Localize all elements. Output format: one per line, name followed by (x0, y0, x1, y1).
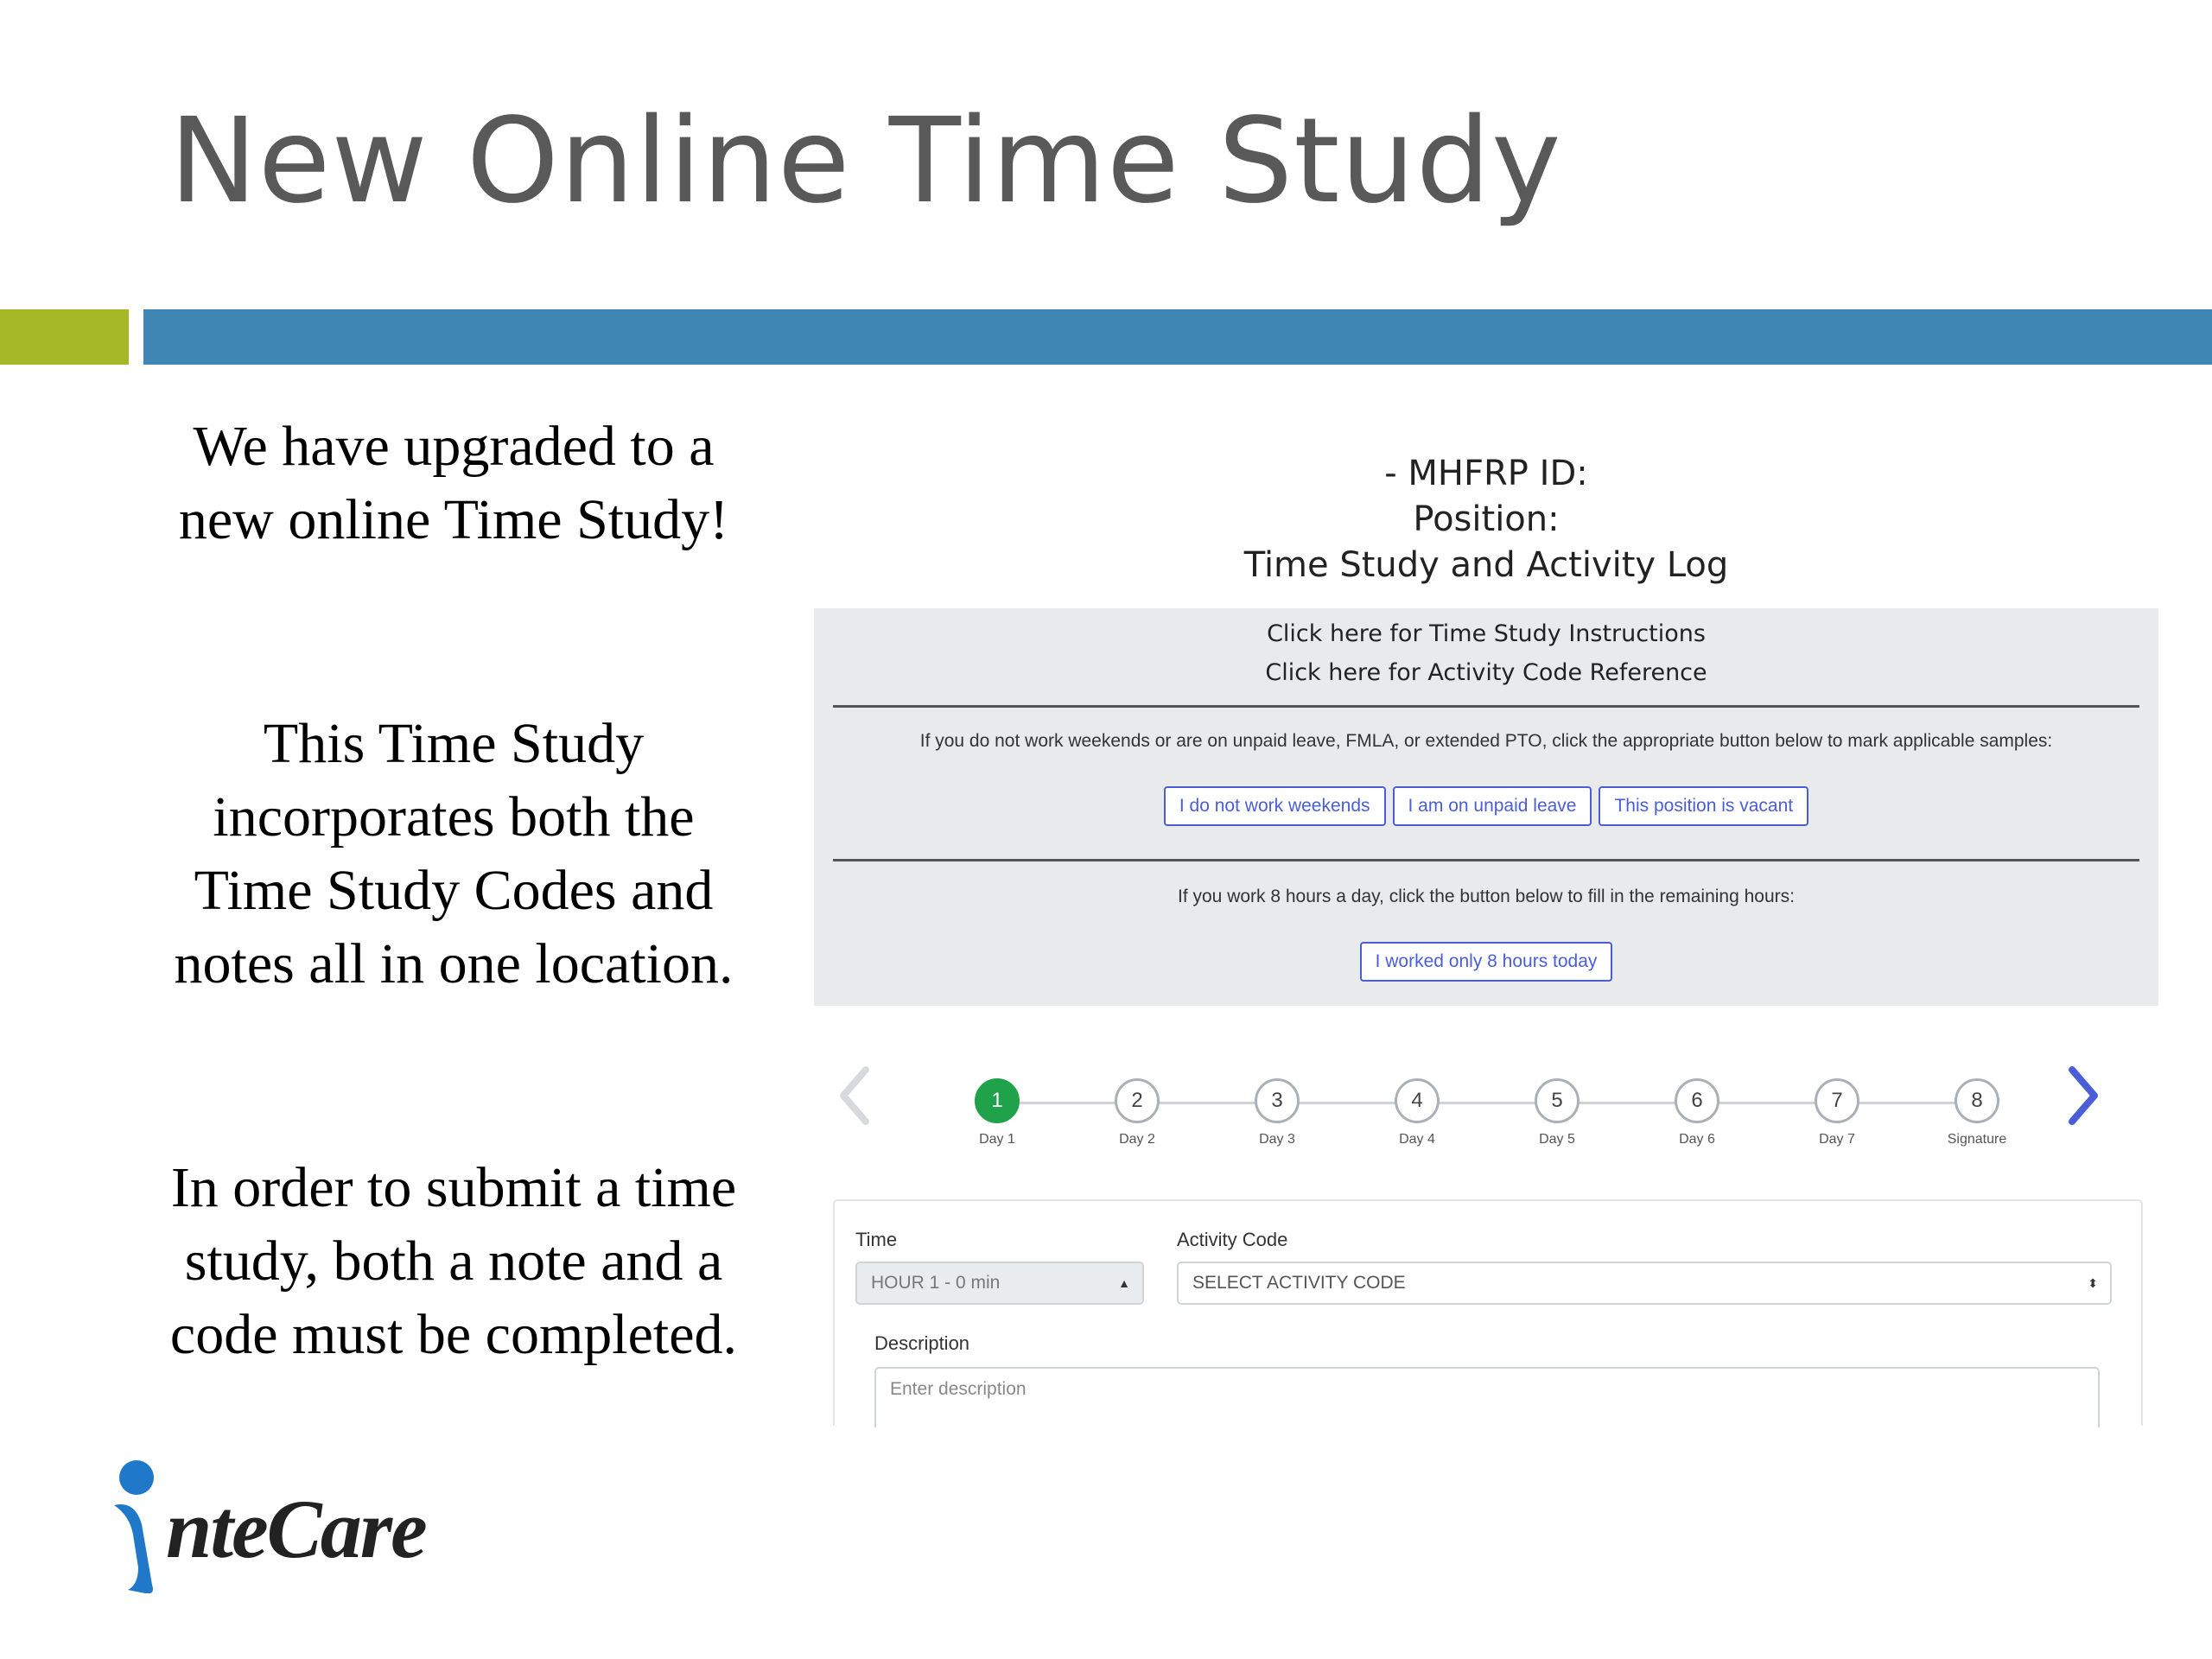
step-1[interactable] (941, 1054, 1053, 1147)
hours-button-group (814, 942, 2158, 982)
step-label: Day 1 (979, 1132, 1015, 1147)
position-vacant-button[interactable]: This position is vacant (1599, 786, 1808, 826)
select-caret-icon: ▲ (1118, 1276, 1130, 1290)
description-label: Description (874, 1332, 970, 1354)
unpaid-leave-button[interactable]: I am on unpaid leave (1393, 786, 1592, 826)
activity-code-select-value: SELECT ACTIVITY CODE (1192, 1273, 1406, 1293)
time-entry-form (833, 1199, 2143, 1426)
accent-band-green (0, 309, 129, 365)
step-label: Day 5 (1539, 1132, 1575, 1147)
day-stepper (814, 1054, 2158, 1158)
intecare-logo (109, 1455, 454, 1593)
step-number: 8 (1955, 1078, 1999, 1123)
step-label: Day 3 (1259, 1132, 1295, 1147)
hours-instructions: If you work 8 hours a day, click the button below to fill in the remaining hours: (1178, 887, 1795, 906)
no-weekends-button[interactable]: I do not work weekends (1164, 786, 1386, 826)
instructions-link[interactable]: Click here for Time Study Instructions (1267, 620, 1706, 647)
chevron-left-icon[interactable] (831, 1061, 880, 1130)
page-header (814, 451, 2158, 588)
page-title: Time Study and Activity Log (1243, 545, 1729, 585)
step-number: 3 (1255, 1078, 1300, 1123)
step-2[interactable] (1081, 1054, 1193, 1147)
position-line: Position: (1413, 499, 1560, 539)
step-number: 2 (1115, 1078, 1160, 1123)
step-number: 7 (1815, 1078, 1859, 1123)
logo-wordmark: nteCare (166, 1483, 426, 1575)
worked-8-hours-button[interactable]: I worked only 8 hours today (1360, 942, 1613, 982)
step-label: Day 7 (1819, 1132, 1855, 1147)
step-5[interactable] (1501, 1054, 1613, 1147)
step-label: Day 6 (1679, 1132, 1715, 1147)
step-number: 6 (1675, 1078, 1719, 1123)
status-button-group (814, 786, 2158, 826)
accent-band-blue (143, 309, 2212, 365)
chevron-right-icon[interactable] (2058, 1061, 2107, 1130)
step-label: Day 2 (1119, 1132, 1155, 1147)
select-caret-icon: ⬍ (2088, 1276, 2098, 1290)
divider (833, 705, 2139, 708)
activity-code-select[interactable] (1177, 1262, 2112, 1305)
step-label: Signature (1947, 1132, 2007, 1147)
slide-title: New Online Time Study (169, 93, 1562, 230)
step-number: 5 (1535, 1078, 1580, 1123)
time-select[interactable] (855, 1262, 1144, 1305)
step-label: Day 4 (1399, 1132, 1435, 1147)
mhfrp-id-line: - MHFRP ID: (1384, 454, 1588, 493)
weekend-instructions: If you do not work weekends or are on unpaid leave, FMLA, or extended PTO, click the appropriate button below to mark applicable samples: (919, 731, 2053, 751)
step-number: 1 (975, 1078, 1020, 1123)
activity-code-label: Activity Code (1177, 1229, 1288, 1250)
description-textarea[interactable]: Enter description (874, 1367, 2100, 1427)
step-number: 4 (1395, 1078, 1440, 1123)
step-4[interactable] (1361, 1054, 1473, 1147)
step-6[interactable] (1641, 1054, 1753, 1147)
time-select-value: HOUR 1 - 0 min (871, 1273, 1001, 1293)
time-label: Time (855, 1229, 898, 1250)
description-paragraph: This Time Study incorporates both the Time Study Codes and notes all in one location. (174, 712, 734, 995)
intro-paragraph: We have upgraded to a new online Time Study! (178, 415, 729, 551)
step-3[interactable] (1221, 1054, 1333, 1147)
divider (833, 859, 2139, 861)
activity-code-reference-link[interactable]: Click here for Activity Code Reference (1265, 659, 1707, 686)
requirement-paragraph: In order to submit a time study, both a note and a code must be completed. (169, 1156, 738, 1366)
step-7[interactable] (1781, 1054, 1893, 1147)
time-study-screenshot (814, 432, 2158, 1424)
options-panel (814, 608, 2158, 1006)
step-8[interactable] (1921, 1054, 2033, 1147)
